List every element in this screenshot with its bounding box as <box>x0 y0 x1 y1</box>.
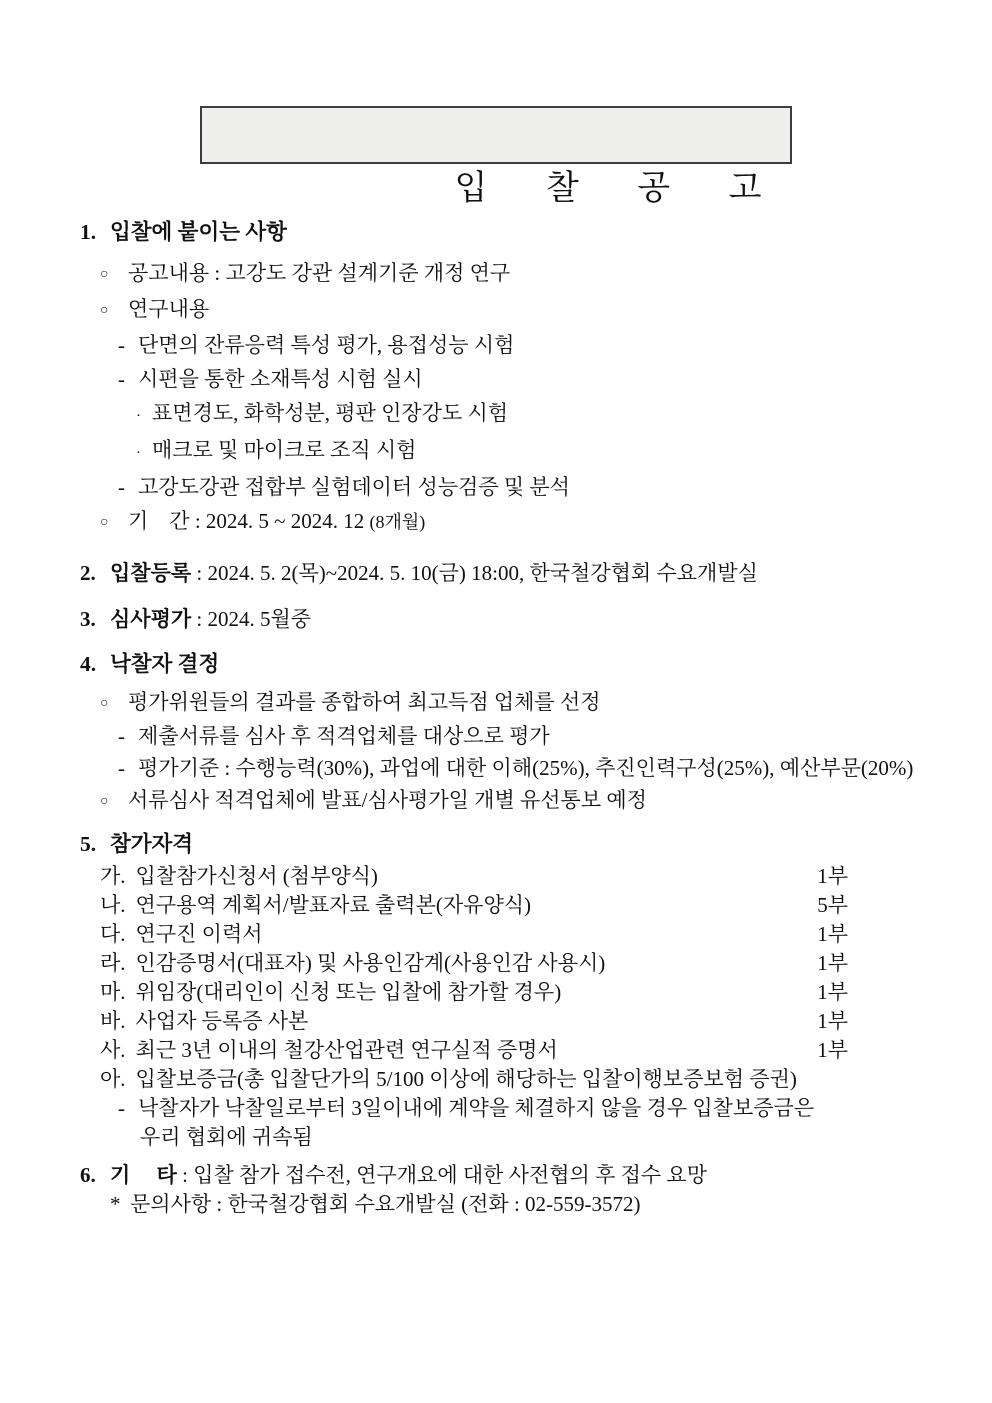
list-item <box>80 362 936 396</box>
section-2-line <box>80 558 936 588</box>
item-text: 제출서류를 심사 후 적격업체를 대상으로 평가 <box>138 724 550 748</box>
section-title: 낙찰자 결정 <box>110 652 220 676</box>
dash-bullet-icon: - <box>118 333 125 357</box>
section-4-heading <box>80 650 936 678</box>
section-3-line <box>80 604 936 634</box>
item-text: 서류심사 적격업체에 발표/심사평가일 개별 유선통보 예정 <box>128 788 647 812</box>
asterisk-icon: * <box>110 1192 121 1216</box>
row-text: 연구용역 계획서/발표자료 출력본(자유양식) <box>135 893 532 917</box>
circle-bullet-icon: ○ <box>100 794 109 809</box>
section-label: 입찰등록 <box>110 561 192 585</box>
note-line <box>80 1123 936 1152</box>
list-item <box>80 256 936 292</box>
section-title: 참가자격 <box>110 832 194 856</box>
list-item <box>80 470 936 504</box>
row-count: 5부 <box>817 893 848 917</box>
item-text: 표면경도, 화학성분, 평판 인장강도 시험 <box>152 401 509 425</box>
table-row <box>100 949 848 978</box>
item-text: 시편을 통한 소재특성 시험 실시 <box>138 367 423 391</box>
item-text: 공고내용 : 고강도 강관 설계기준 개정 연구 <box>128 261 511 285</box>
table-row <box>100 1065 848 1094</box>
item-text: 단면의 잔류응력 특성 평가, 용접성능 시험 <box>138 333 515 357</box>
dash-bullet-icon: - <box>118 475 125 499</box>
table-row <box>100 1036 848 1065</box>
section-number: 1. <box>80 220 97 244</box>
circle-bullet-icon: ○ <box>100 696 109 711</box>
dash-bullet-icon: - <box>118 1096 125 1120</box>
title-box <box>200 106 792 207</box>
separator: : <box>191 561 208 585</box>
item-text: 연구내용 <box>128 297 210 321</box>
item-text: 평가기준 : 수행능력(30%), 과업에 대한 이해(25%), 추진인력구성(25%), 예산부문(20%) <box>138 756 914 780</box>
dash-bullet-icon: - <box>118 756 125 780</box>
note-text: 낙찰자가 낙찰일로부터 3일이내에 계약을 체결하지 않을 경우 입찰보증금은 <box>138 1096 815 1120</box>
item-text: 평가위원들의 결과를 종합하여 최고득점 업체를 선정 <box>128 690 601 714</box>
circle-bullet-icon: ○ <box>100 267 109 282</box>
circle-bullet-icon: ○ <box>100 303 109 318</box>
separator: : <box>176 1163 194 1187</box>
item-text: 기 간 : 2024. 5 ~ 2024. 12 <box>128 509 370 533</box>
section-label: 기 타 <box>110 1163 177 1187</box>
section-text: 2024. 5월중 <box>207 607 312 631</box>
row-label: 바. <box>100 1009 126 1033</box>
row-label: 나. <box>100 893 126 917</box>
document-title: 입 찰 공 고 <box>454 170 764 207</box>
item-text-small: (8개월) <box>369 512 426 532</box>
list-item <box>80 686 936 720</box>
separator: : <box>191 607 208 631</box>
section-text: 입찰 참가 접수전, 연구개요에 대한 사전협의 후 접수 요망 <box>193 1163 707 1187</box>
dash-bullet-icon: - <box>118 724 125 748</box>
note-text: 우리 협회에 귀속됨 <box>140 1125 313 1149</box>
table-row <box>100 920 848 949</box>
row-count: 1부 <box>817 864 848 888</box>
section-6-line <box>80 1160 936 1190</box>
row-text: 최근 3년 이내의 철강산업관련 연구실적 증명서 <box>135 1038 558 1062</box>
section-text: 2024. 5. 2(목)~2024. 5. 10(금) 18:00, 한국철강협회 수요개발실 <box>207 561 758 585</box>
list-item <box>80 784 936 818</box>
dash-bullet-icon: - <box>118 367 125 391</box>
row-count: 1부 <box>817 980 848 1004</box>
row-count: 1부 <box>817 922 848 946</box>
footnote-line <box>110 1190 936 1219</box>
list-item <box>80 752 936 784</box>
row-text: 입찰참가신청서 (첨부양식) <box>135 864 378 888</box>
dot-bullet-icon: · <box>136 445 141 461</box>
row-text: 연구진 이력서 <box>135 922 263 946</box>
table-row <box>100 862 848 891</box>
table-row <box>100 891 848 920</box>
section-number: 4. <box>80 652 97 676</box>
row-text: 인감증명서(대표자) 및 사용인감계(사용인감 사용시) <box>135 951 606 975</box>
row-label: 마. <box>100 980 126 1004</box>
row-label: 라. <box>100 951 126 975</box>
table-row <box>100 978 848 1007</box>
section-5-rows <box>100 862 848 1094</box>
list-item <box>80 396 936 433</box>
document-body <box>0 218 992 1219</box>
footnote-text: 문의사항 : 한국철강협회 수요개발실 (전화 : 02-559-3572) <box>130 1192 641 1216</box>
section-number: 2. <box>80 561 96 585</box>
section-title: 입찰에 붙이는 사항 <box>110 220 287 244</box>
row-text: 사업자 등록증 사본 <box>135 1009 309 1033</box>
list-item <box>80 720 936 752</box>
row-count: 1부 <box>817 1038 848 1062</box>
list-item <box>80 504 936 540</box>
table-row <box>100 1007 848 1036</box>
circle-bullet-icon: ○ <box>100 515 109 530</box>
note-line <box>80 1094 936 1123</box>
row-label: 사. <box>100 1038 126 1062</box>
item-text: 고강도강관 접합부 실험데이터 성능검증 및 분석 <box>138 475 570 499</box>
row-label: 아. <box>100 1067 126 1091</box>
list-item <box>80 292 936 328</box>
list-item <box>80 433 936 470</box>
section-1-items <box>80 256 936 540</box>
row-count: 1부 <box>817 1009 848 1033</box>
dot-bullet-icon: · <box>136 408 141 424</box>
row-text: 입찰보증금(총 입찰단가의 5/100 이상에 해당하는 입찰이행보증보험 증권) <box>135 1067 797 1091</box>
section-number: 6. <box>80 1163 96 1187</box>
row-count: 1부 <box>817 951 848 975</box>
section-number: 5. <box>80 832 97 856</box>
row-text: 위임장(대리인이 신청 또는 입찰에 참가할 경우) <box>135 980 562 1004</box>
row-label: 다. <box>100 922 126 946</box>
list-item <box>80 328 936 362</box>
section-5-heading <box>80 830 936 858</box>
item-text: 매크로 및 마이크로 조직 시험 <box>152 438 417 462</box>
section-4-items <box>80 686 936 818</box>
section-label: 심사평가 <box>110 607 192 631</box>
row-label: 가. <box>100 864 126 888</box>
section-number: 3. <box>80 607 96 631</box>
